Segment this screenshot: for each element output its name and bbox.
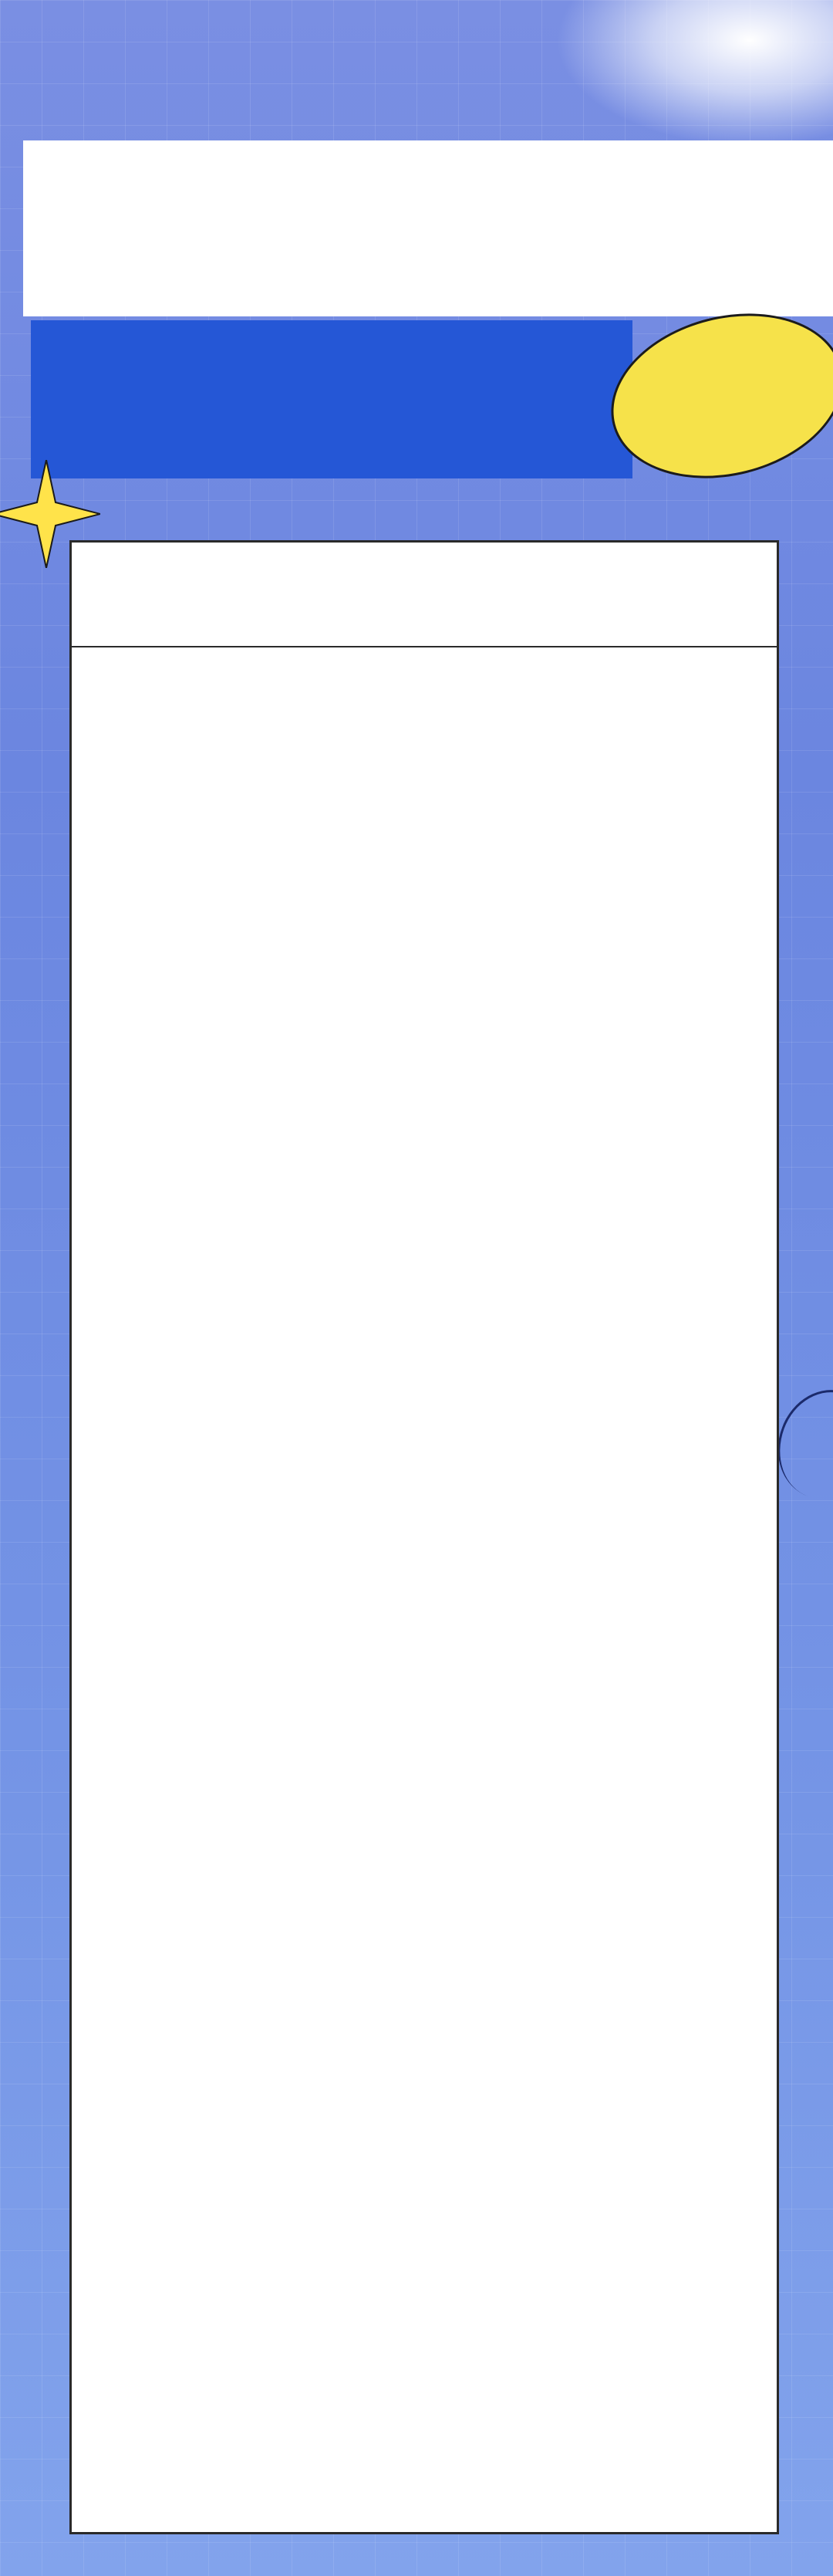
service-table [69, 540, 779, 2534]
decorative-cloud [555, 0, 833, 147]
title-panel [23, 140, 833, 316]
table-title [72, 543, 777, 647]
subtitle-panel [31, 320, 632, 478]
